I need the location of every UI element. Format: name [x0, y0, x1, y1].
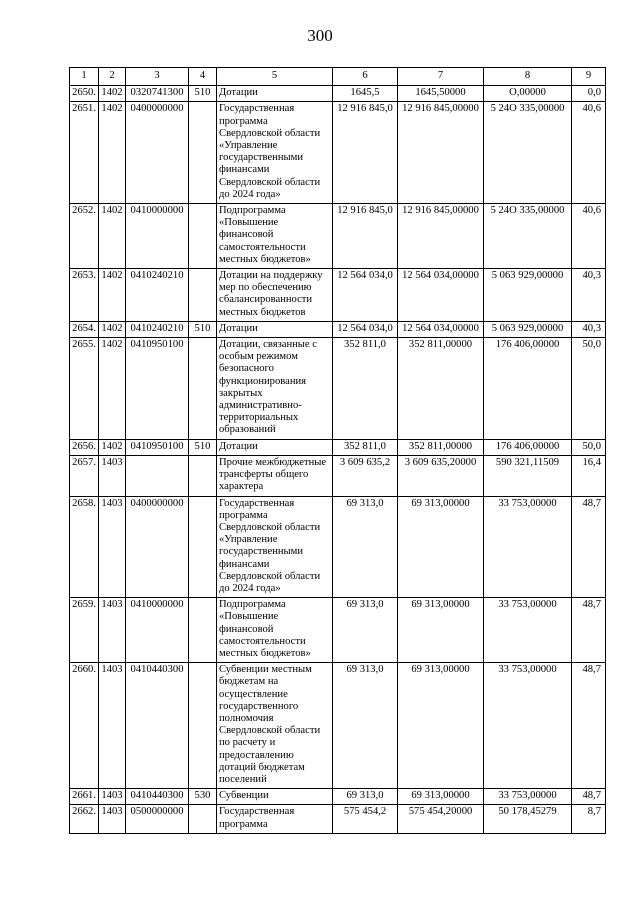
target-article-cell: 0400000000	[126, 496, 189, 598]
item-name-cell: Государственная программа Свердловской области «Управление государственными финансами Свердловской области до 2024 года»	[217, 102, 333, 204]
percent-cell: 40,6	[572, 102, 606, 204]
amount-col6-cell: 12 916 845,0	[333, 102, 398, 204]
expense-type-cell	[189, 663, 217, 789]
amount-col8-cell: 5 063 929,00000	[484, 269, 572, 322]
amount-col6-cell: 12 916 845,0	[333, 204, 398, 269]
amount-col8-cell: 5 063 929,00000	[484, 321, 572, 337]
table-row	[70, 439, 606, 455]
header-col-2: 2	[99, 68, 126, 86]
target-article-cell: 0410240210	[126, 269, 189, 322]
amount-col7-cell: 69 313,00000	[398, 598, 484, 663]
amount-col6-cell: 12 564 034,0	[333, 321, 398, 337]
row-number-cell: 2651.	[70, 102, 99, 204]
expense-type-cell: 510	[189, 86, 217, 102]
target-article-cell	[126, 455, 189, 496]
amount-col8-cell: 33 753,00000	[484, 663, 572, 789]
table-row	[70, 789, 606, 805]
amount-col7-cell: 12 916 845,00000	[398, 102, 484, 204]
amount-col8-cell: 33 753,00000	[484, 598, 572, 663]
amount-col8-cell: 50 178,45279	[484, 805, 572, 833]
amount-col6-cell: 69 313,0	[333, 598, 398, 663]
target-article-cell: 0410950100	[126, 338, 189, 440]
percent-cell: 40,3	[572, 321, 606, 337]
item-name-cell: Прочие межбюджетные трансферты общего характера	[217, 455, 333, 496]
percent-cell: 8,7	[572, 805, 606, 833]
table-row	[70, 455, 606, 496]
amount-col7-cell: 352 811,00000	[398, 439, 484, 455]
percent-cell: 40,3	[572, 269, 606, 322]
percent-cell: 40,6	[572, 204, 606, 269]
section-code-cell: 1403	[99, 663, 126, 789]
section-code-cell: 1402	[99, 321, 126, 337]
header-col-5: 5	[217, 68, 333, 86]
expense-type-cell	[189, 805, 217, 833]
section-code-cell: 1403	[99, 496, 126, 598]
row-number-cell: 2655.	[70, 338, 99, 440]
expense-type-cell: 510	[189, 321, 217, 337]
section-code-cell: 1402	[99, 269, 126, 322]
amount-col6-cell: 1645,5	[333, 86, 398, 102]
target-article-cell: 0410240210	[126, 321, 189, 337]
row-number-cell: 2652.	[70, 204, 99, 269]
table-body	[70, 86, 606, 834]
expense-type-cell	[189, 598, 217, 663]
table-row	[70, 496, 606, 598]
expense-type-cell: 530	[189, 789, 217, 805]
expense-type-cell	[189, 204, 217, 269]
table-row	[70, 805, 606, 833]
expense-type-cell	[189, 496, 217, 598]
table-row	[70, 338, 606, 440]
section-code-cell: 1402	[99, 204, 126, 269]
amount-col8-cell: 176 406,00000	[484, 338, 572, 440]
header-col-6: 6	[333, 68, 398, 86]
amount-col6-cell: 352 811,0	[333, 439, 398, 455]
amount-col6-cell: 69 313,0	[333, 496, 398, 598]
section-code-cell: 1402	[99, 86, 126, 102]
header-col-8: 8	[484, 68, 572, 86]
expense-type-cell	[189, 455, 217, 496]
amount-col7-cell: 3 609 635,20000	[398, 455, 484, 496]
row-number-cell: 2659.	[70, 598, 99, 663]
amount-col7-cell: 1645,50000	[398, 86, 484, 102]
item-name-cell: Государственная программа	[217, 805, 333, 833]
percent-cell: 48,7	[572, 496, 606, 598]
amount-col7-cell: 12 916 845,00000	[398, 204, 484, 269]
amount-col6-cell: 12 564 034,0	[333, 269, 398, 322]
percent-cell: 48,7	[572, 663, 606, 789]
section-code-cell: 1403	[99, 805, 126, 833]
row-number-cell: 2658.	[70, 496, 99, 598]
item-name-cell: Подпрограмма «Повышение финансовой самостоятельности местных бюджетов»	[217, 204, 333, 269]
header-row	[70, 68, 606, 86]
target-article-cell: 0410950100	[126, 439, 189, 455]
item-name-cell: Государственная программа Свердловской области «Управление государственными финансами Свердловской области до 2024 года»	[217, 496, 333, 598]
expense-type-cell	[189, 338, 217, 440]
percent-cell: 48,7	[572, 789, 606, 805]
amount-col7-cell: 352 811,00000	[398, 338, 484, 440]
header-col-9: 9	[572, 68, 606, 86]
row-number-cell: 2662.	[70, 805, 99, 833]
percent-cell: 16,4	[572, 455, 606, 496]
item-name-cell: Дотации	[217, 439, 333, 455]
expense-type-cell	[189, 102, 217, 204]
amount-col7-cell: 69 313,00000	[398, 496, 484, 598]
amount-col8-cell: 590 321,11509	[484, 455, 572, 496]
section-code-cell: 1402	[99, 338, 126, 440]
amount-col8-cell: 33 753,00000	[484, 789, 572, 805]
row-number-cell: 2657.	[70, 455, 99, 496]
amount-col8-cell: О,00000	[484, 86, 572, 102]
table-row	[70, 102, 606, 204]
section-code-cell: 1402	[99, 439, 126, 455]
header-col-4: 4	[189, 68, 217, 86]
section-code-cell: 1403	[99, 598, 126, 663]
target-article-cell: 0410440300	[126, 663, 189, 789]
amount-col7-cell: 69 313,00000	[398, 663, 484, 789]
header-col-1: 1	[70, 68, 99, 86]
target-article-cell: 0410440300	[126, 789, 189, 805]
amount-col6-cell: 69 313,0	[333, 789, 398, 805]
budget-table	[69, 67, 606, 834]
target-article-cell: 0410000000	[126, 598, 189, 663]
item-name-cell: Дотации на поддержку мер по обеспечению сбалансированности местных бюджетов	[217, 269, 333, 322]
target-article-cell: 0400000000	[126, 102, 189, 204]
amount-col8-cell: 176 406,00000	[484, 439, 572, 455]
row-number-cell: 2653.	[70, 269, 99, 322]
item-name-cell: Дотации	[217, 86, 333, 102]
percent-cell: 0,0	[572, 86, 606, 102]
header-col-3: 3	[126, 68, 189, 86]
amount-col6-cell: 575 454,2	[333, 805, 398, 833]
item-name-cell: Дотации, связанные с особым режимом безопасного функционирования закрытых административно-территориальных образований	[217, 338, 333, 440]
target-article-cell: 0320741300	[126, 86, 189, 102]
amount-col7-cell: 575 454,20000	[398, 805, 484, 833]
amount-col8-cell: 5 24О 335,00000	[484, 204, 572, 269]
row-number-cell: 2661.	[70, 789, 99, 805]
table-row	[70, 86, 606, 102]
amount-col6-cell: 352 811,0	[333, 338, 398, 440]
amount-col7-cell: 69 313,00000	[398, 789, 484, 805]
amount-col7-cell: 12 564 034,00000	[398, 269, 484, 322]
row-number-cell: 2654.	[70, 321, 99, 337]
amount-col6-cell: 3 609 635,2	[333, 455, 398, 496]
row-number-cell: 2650.	[70, 86, 99, 102]
table-row	[70, 663, 606, 789]
item-name-cell: Подпрограмма «Повышение финансовой самостоятельности местных бюджетов»	[217, 598, 333, 663]
page-number: 300	[307, 26, 333, 45]
header-col-7: 7	[398, 68, 484, 86]
expense-type-cell: 510	[189, 439, 217, 455]
amount-col8-cell: 5 24О 335,00000	[484, 102, 572, 204]
table-row	[70, 598, 606, 663]
table-row	[70, 321, 606, 337]
table-row	[70, 204, 606, 269]
amount-col6-cell: 69 313,0	[333, 663, 398, 789]
row-number-cell: 2660.	[70, 663, 99, 789]
target-article-cell: 0500000000	[126, 805, 189, 833]
section-code-cell: 1403	[99, 455, 126, 496]
table-row	[70, 269, 606, 322]
amount-col8-cell: 33 753,00000	[484, 496, 572, 598]
percent-cell: 48,7	[572, 598, 606, 663]
section-code-cell: 1402	[99, 102, 126, 204]
percent-cell: 50,0	[572, 338, 606, 440]
row-number-cell: 2656.	[70, 439, 99, 455]
target-article-cell: 0410000000	[126, 204, 189, 269]
item-name-cell: Субвенции местным бюджетам на осуществление государственного полномочия Свердловской области по расчету и предоставлению дотаций бюджетам поселений	[217, 663, 333, 789]
section-code-cell: 1403	[99, 789, 126, 805]
expense-type-cell	[189, 269, 217, 322]
percent-cell: 50,0	[572, 439, 606, 455]
amount-col7-cell: 12 564 034,00000	[398, 321, 484, 337]
item-name-cell: Субвенции	[217, 789, 333, 805]
item-name-cell: Дотации	[217, 321, 333, 337]
